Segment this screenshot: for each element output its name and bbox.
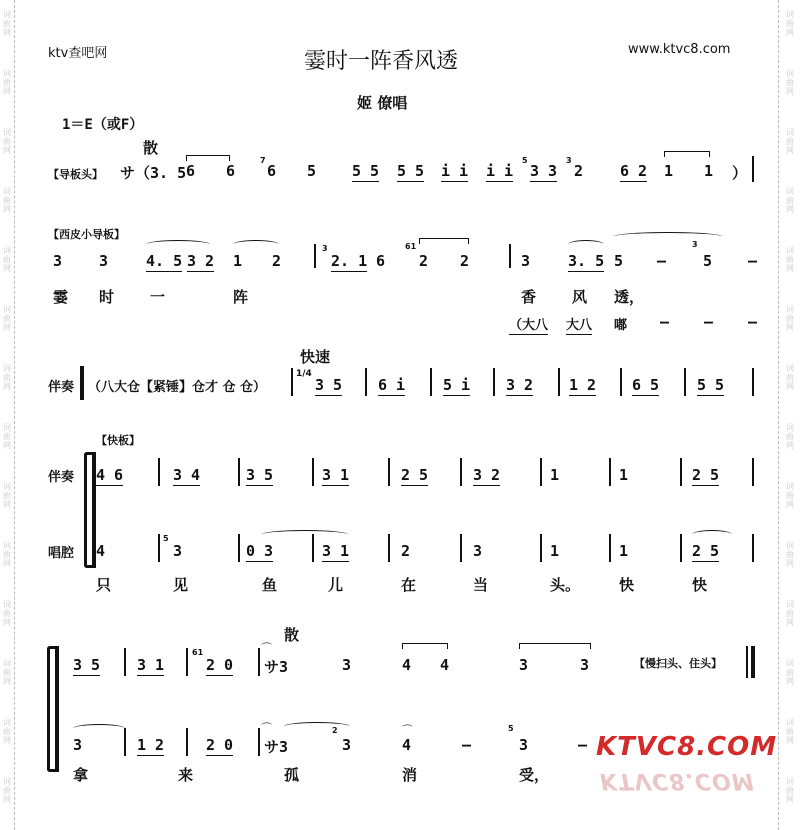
barline [460,458,462,486]
note-group: i i [486,162,514,180]
grace-note: 3 [692,240,698,249]
note-group: 5 5 [397,162,425,180]
side-watermark-text: 词 曲 网 [3,482,11,509]
side-watermark-text: 词 曲 网 [786,305,794,332]
grace-note: 2 [332,726,338,735]
part-label-vocal: 唱腔 [48,546,75,561]
side-watermark-text: 词 曲 网 [3,187,11,214]
barline [680,534,682,562]
tempo-marking-fast: 快速 [300,348,331,366]
side-watermark-text: 词 曲 网 [786,600,794,627]
left-watermark-strip [0,0,15,830]
staff-brace [84,452,92,568]
barline [430,368,432,396]
staff-brace [47,646,55,772]
lyric: 见 [173,576,189,594]
barline [258,728,260,756]
note: 3 [99,252,109,270]
note-group: 6 2 [620,162,648,180]
side-watermark-text: 词 曲 网 [786,659,794,686]
side-watermark-text: 词 曲 网 [3,423,11,450]
barline [312,458,314,486]
grace-note: 7 [260,156,266,165]
note-group: 3 1 [322,466,350,484]
barline [314,244,316,268]
note: 2 [419,252,429,270]
lyric: 受， [519,766,550,784]
slur [233,240,279,249]
note-group: 2 0 [206,656,234,674]
note-group: 3 2 [473,466,501,484]
note-group: 0 3 [246,542,274,560]
lyric: 香 [521,288,537,306]
fermata-mark: ⌒ [402,724,413,737]
grace-note: 3 [566,156,572,165]
right-watermark-strip [778,0,799,830]
barline [258,648,260,676]
lyric: 拿 [73,766,89,784]
barline [620,368,622,396]
barline [388,458,390,486]
staff-bracket [80,366,84,400]
site-name-left: ktv查吧网 [48,46,108,61]
note: 1 [664,162,674,180]
note: 2 [460,252,470,270]
side-watermark-text: 词 曲 网 [786,246,794,273]
barline [186,648,188,676]
note: 2 [401,542,411,560]
side-watermark-text: 词 曲 网 [3,541,11,568]
note: 3 [342,656,352,674]
note-group: 1 2 [569,376,597,394]
note: 3 [519,656,529,674]
tremolo-mark [664,151,710,157]
section-label-xipi-xiaodaoban: 【西皮小导板】 [48,228,125,241]
dash: – [660,313,670,331]
grace-note: 61 [192,648,204,657]
side-watermark-text: 词 曲 网 [786,718,794,745]
note: 3 [173,542,183,560]
barline [540,534,542,562]
side-watermark-text: 词 曲 网 [3,246,11,273]
note: 4 [96,542,106,560]
side-watermark-text: 词 曲 网 [3,718,11,745]
note-group: 6 i [378,376,406,394]
section-label-kuaiban: 【快板】 [96,434,140,447]
percussion-text: （大八 [509,314,548,335]
side-watermark-text: 词 曲 网 [3,128,11,155]
barline [460,534,462,562]
note-group: 5 5 [697,376,725,394]
note-group: 3 5 [73,656,101,674]
note-group: 2 5 [692,466,720,484]
side-watermark-text: 词 曲 网 [3,305,11,332]
lyric: 来 [178,766,194,784]
note-group: 4 6 [96,466,124,484]
tempo-marking-free: 散 [143,139,159,157]
barline [752,534,754,562]
note: サ3 [264,738,289,756]
tremolo-mark [186,155,230,161]
barline [158,534,160,562]
side-watermark-text: 词 曲 网 [3,10,11,37]
barline [493,368,495,396]
side-watermark-text: 词 曲 网 [786,777,794,804]
note-group: 6 5 [632,376,660,394]
lyric: 鱼 [262,576,278,594]
fermata-mark: ⌒ [261,642,272,655]
dash: – [704,313,714,331]
note: 6 [186,162,196,180]
barline [680,458,682,486]
note-group: 1 2 [137,736,165,754]
barline [752,156,754,182]
note-group: 3 5 [246,466,274,484]
note: 5 [614,252,624,270]
barline [558,368,560,396]
note-group: i i [441,162,469,180]
barline [186,728,188,756]
dash: – [578,736,588,754]
side-watermark-text: 词 曲 网 [786,128,794,155]
note: 1 [704,162,714,180]
lyric: 风 [572,288,588,306]
note-group: 3. 5 [568,252,605,270]
note: 6 [267,162,277,180]
percussion-text: 嘟 [614,318,628,333]
side-watermark-text: 词 曲 网 [3,69,11,96]
note: 5 [307,162,317,180]
staff-bracket [55,646,59,772]
note: 3 [73,736,83,754]
song-title: 霎时一阵香风透 [304,49,459,74]
grace-note: 61 [405,242,417,251]
final-barline [751,646,755,678]
lyric: 快 [619,576,635,594]
side-watermark-text: 词 曲 网 [3,659,11,686]
slur [568,240,604,249]
note-group: 2 5 [692,542,720,560]
lyric: 一 [150,288,166,306]
time-signature: 1/4 [296,369,312,379]
note: 4 [402,736,412,754]
side-watermark-text: 词 曲 网 [3,600,11,627]
barline [388,534,390,562]
note-group: 3 4 [173,466,201,484]
section-label-daobantou: 【导板头】 [48,168,103,181]
lyric: 时 [99,288,115,306]
barline [540,458,542,486]
note-group: 3 3 [530,162,558,180]
note: 4 [440,656,450,674]
slur [73,724,125,733]
side-watermark-text: 词 曲 网 [786,10,794,37]
slur [262,530,348,539]
note: 2 [272,252,282,270]
percussion-intro: （八大仓【紧锤】仓才 仓 仓） [88,380,267,395]
note-group: サ（3. 5 [120,164,187,182]
barline [238,458,240,486]
lyric: 消 [402,766,418,784]
barline [158,458,160,486]
lyric: 阵 [233,288,249,306]
barline [365,368,367,396]
note-group: 3 2 [506,376,534,394]
lyric: 儿 [328,576,344,594]
barline [752,368,754,396]
note-fermata: 5 [703,252,713,270]
note-group: 2 0 [206,736,234,754]
note-group: 2. 1 [331,252,368,270]
tremolo-mark [402,643,448,649]
site-url-right: www.ktvc8.com [628,42,731,57]
note: 6 [376,252,386,270]
note: サ3 [264,658,289,676]
grace-note: 5 [163,534,169,543]
barline [124,728,126,756]
closing-paren: ） [732,164,748,182]
note: 6 [226,162,236,180]
slur [614,232,722,241]
side-watermark-text: 词 曲 网 [3,364,11,391]
side-watermark-text: 词 曲 网 [786,541,794,568]
site-logo: KTVC8.COM [596,732,778,762]
section-label-mansaotou: 【慢扫头、住头】 [634,657,722,670]
barline [684,368,686,396]
note: 1 [619,542,629,560]
lyric: 孤 [284,766,300,784]
note-group: 3 5 [315,376,343,394]
note: 2 [574,162,584,180]
side-watermark-text: 词 曲 网 [3,777,11,804]
site-logo-reflection: KTVC8.COM [600,768,755,793]
grace-note: 3 [322,244,328,253]
tremolo-mark [419,238,469,244]
singer-credit: 姬 僚唱 [357,94,408,112]
percussion-text: 大八 [566,314,592,335]
note-group: 3 1 [137,656,165,674]
slur [284,722,350,731]
lyric: 当 [473,576,489,594]
barline [746,646,748,678]
barline [609,534,611,562]
lyric: 只 [96,576,112,594]
note: 3 [521,252,531,270]
side-watermark-text: 词 曲 网 [786,482,794,509]
lyric: 霎 [53,288,69,306]
barline [238,534,240,562]
barline [609,458,611,486]
note-group: 4. 5 [146,252,183,270]
lyric: 透， [614,288,645,306]
slur [146,240,210,249]
dash: – [657,252,667,270]
side-watermark-text: 词 曲 网 [786,69,794,96]
barline [509,244,511,268]
barline [312,534,314,562]
tempo-marking-free: 散 [284,626,300,644]
slur [692,530,732,539]
part-label-accompaniment: 伴奏 [48,380,75,395]
dash: – [748,252,758,270]
note: 3 [519,736,529,754]
barline [752,458,754,486]
note: 3 [580,656,590,674]
lyric: 快 [692,576,708,594]
lyric: 头。 [550,576,581,594]
note-group: 5 5 [352,162,380,180]
key-signature: 1＝E（或F） [62,117,144,133]
side-watermark-text: 词 曲 网 [786,364,794,391]
dash: – [748,313,758,331]
tremolo-mark [519,643,591,649]
note-group: 3 1 [322,542,350,560]
note-group: 2 5 [401,466,429,484]
barline [291,368,293,396]
side-watermark-text: 词 曲 网 [786,423,794,450]
barline [124,648,126,676]
note: 1 [233,252,243,270]
grace-note: 5 [522,156,528,165]
grace-note: 5 [508,724,514,733]
note: 1 [550,466,560,484]
note-group: 5 i [443,376,471,394]
dash: – [462,736,472,754]
note: 4 [402,656,412,674]
side-watermark-text: 词 曲 网 [786,187,794,214]
note: 1 [619,466,629,484]
fermata-mark: ⌒ [261,722,272,735]
note: 3 [473,542,483,560]
note: 3 [53,252,63,270]
note-group: 3 2 [187,252,215,270]
part-label-accompaniment: 伴奏 [48,470,75,485]
note: 3 [342,736,352,754]
lyric: 在 [401,576,417,594]
note: 1 [550,542,560,560]
